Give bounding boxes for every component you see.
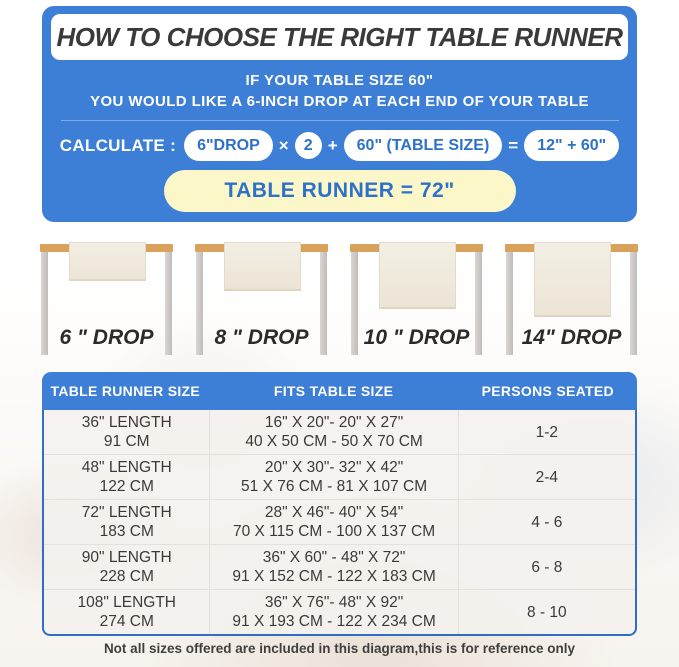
cell-fits-table-size <box>209 590 457 634</box>
table-runner <box>379 242 456 309</box>
sum-pill: 12" + 60" <box>524 130 619 161</box>
cell-runner-size <box>44 503 209 541</box>
persons-seated-value: 6 - 8 <box>531 558 563 576</box>
cell-fits-table-size <box>209 500 457 544</box>
cell-fits-table-size <box>209 455 457 499</box>
fits-size-cm: 40 X 50 CM - 50 X 70 CM <box>245 433 423 450</box>
table-figure <box>505 242 638 358</box>
page-title: HOW TO CHOOSE THE RIGHT TABLE RUNNER <box>56 21 623 52</box>
drop-value-pill: 6"DROP <box>184 130 273 161</box>
cell-runner-size <box>44 458 209 496</box>
equals-operator: = <box>508 135 519 155</box>
divider-line <box>61 120 619 121</box>
intro-line-1: IF YOUR TABLE SIZE 60" <box>245 72 434 89</box>
hero-panel <box>42 6 637 222</box>
runner-size-cm: 228 CM <box>99 568 154 585</box>
cell-fits-table-size <box>209 545 457 589</box>
header-fits-table-size: FITS TABLE SIZE <box>273 383 394 399</box>
fits-size-cm: 70 X 115 CM - 100 X 137 CM <box>232 523 436 540</box>
runner-size-inches: 90" LENGTH <box>81 549 172 566</box>
footnote: Not all sizes offered are included in this diagram,this is for reference only <box>103 641 576 656</box>
calculation-formula <box>60 130 619 161</box>
table-size-pill: 60" (TABLE SIZE) <box>344 130 503 161</box>
drop-label: 8 " DROP <box>214 326 309 349</box>
table-runner <box>534 242 611 317</box>
cell-persons-seated <box>458 545 635 589</box>
drop-label: 6 " DROP <box>59 326 154 349</box>
multiplier-circle: 2 <box>295 132 322 159</box>
cell-runner-size <box>44 593 209 631</box>
table-body <box>42 410 637 636</box>
result-pill: TABLE RUNNER = 72" <box>164 170 516 212</box>
persons-seated-value: 2-4 <box>535 468 559 486</box>
runner-size-inches: 72" LENGTH <box>81 504 172 521</box>
table-row <box>44 499 635 544</box>
table-row <box>44 589 635 634</box>
cell-runner-size <box>44 548 209 586</box>
table-row <box>44 454 635 499</box>
runner-size-cm: 122 CM <box>99 478 154 495</box>
cell-persons-seated <box>458 590 635 634</box>
drop-label: 14" DROP <box>521 326 622 349</box>
persons-seated-value: 1-2 <box>535 423 559 441</box>
cell-runner-size <box>44 413 209 451</box>
table-runner <box>69 242 146 281</box>
persons-seated-value: 4 - 6 <box>531 513 563 531</box>
table-runner <box>224 242 301 291</box>
fits-size-inches: 16" X 20"- 20" X 27" <box>264 414 404 431</box>
fits-size-inches: 36" X 76"- 48" X 92" <box>264 594 404 611</box>
cell-persons-seated <box>458 410 635 454</box>
fits-size-cm: 91 X 193 CM - 122 X 234 CM <box>232 613 436 630</box>
drop-diagram <box>40 242 638 358</box>
table-figure <box>195 242 328 358</box>
calculate-label: CALCULATE : <box>59 135 177 155</box>
fits-size-cm: 91 X 152 CM - 122 X 183 CM <box>232 568 436 585</box>
title-banner <box>51 14 628 60</box>
header-persons-seated: PERSONS SEATED <box>481 383 614 399</box>
table-header-row <box>42 372 637 410</box>
cell-fits-table-size <box>209 410 457 454</box>
cell-persons-seated <box>458 500 635 544</box>
runner-size-inches: 48" LENGTH <box>81 459 172 476</box>
intro-line-2: YOU WOULD LIKE A 6-INCH DROP AT EACH END OF YOUR TABLE <box>90 93 589 110</box>
runner-size-cm: 183 CM <box>99 523 154 540</box>
runner-size-inches: 108" LENGTH <box>77 594 176 611</box>
fits-size-inches: 20" X 30"- 32" X 42" <box>264 459 404 476</box>
runner-size-inches: 36" LENGTH <box>81 414 172 431</box>
fits-size-inches: 36" X 60" - 48" X 72" <box>262 549 406 566</box>
table-row <box>44 410 635 454</box>
header-runner-size: TABLE RUNNER SIZE <box>50 383 201 399</box>
fits-size-cm: 51 X 76 CM - 81 X 107 CM <box>241 478 428 495</box>
fits-size-inches: 28" X 46"- 40" X 54" <box>264 504 404 521</box>
persons-seated-value: 8 - 10 <box>527 603 567 621</box>
runner-size-cm: 91 CM <box>103 433 150 450</box>
cell-persons-seated <box>458 455 635 499</box>
plus-operator: + <box>327 135 338 155</box>
intro-text <box>90 70 589 112</box>
table-row <box>44 544 635 589</box>
drop-label: 10 " DROP <box>363 326 470 349</box>
table-figure <box>350 242 483 358</box>
table-figure <box>40 242 173 358</box>
size-reference-table <box>42 372 637 636</box>
runner-size-cm: 274 CM <box>99 613 154 630</box>
multiply-operator: × <box>278 135 289 155</box>
